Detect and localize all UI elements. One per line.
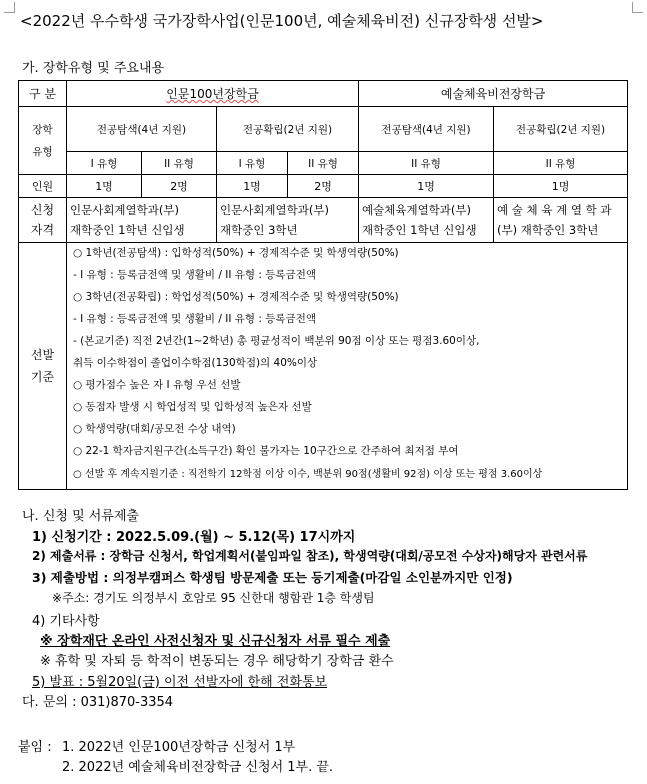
- required-documents: 2) 제출서류 : 장학금 신청서, 학업계획서(붙임파일 참조), 학생역량(대회/공모전 수상자)해당자 관련서류: [32, 549, 588, 563]
- section-b-heading: 나. 신청 및 서류제출: [22, 509, 139, 524]
- qualification-arts-2: [494, 198, 628, 243]
- other-notes-heading: 4) 기타사항: [32, 614, 100, 629]
- type-cell: II 유형: [359, 152, 494, 175]
- qualification-humanities-2: [217, 198, 359, 243]
- count-cell: 1명: [494, 175, 628, 198]
- header-humanities: 인문100년장학금: [67, 81, 359, 107]
- qualification-line: (부) 재학중인 3학년: [497, 223, 599, 237]
- row-label-criteria: 선발 기준: [19, 243, 67, 490]
- address-note: ※주소: 경기도 의정부시 호암로 95 신한대 행함관 1층 학생팀: [52, 591, 375, 605]
- announcement: 5) 발표 : 5월20일(금) 이전 선발자에 한해 전화통보: [32, 675, 328, 690]
- qualification-line: 재학중인 1학년 신입생: [70, 223, 185, 237]
- attachment-label: 붙임 :: [18, 740, 52, 755]
- document-title: <2022년 우수학생 국가장학사업(인문100년, 예술체육비전) 신규장학생 선발>: [20, 12, 544, 30]
- type-cell: I 유형: [217, 152, 288, 175]
- criteria-line: - I 유형 : 등록금전액 및 생활비 / II 유형 : 등록금전액: [73, 313, 316, 325]
- arts-confirm-track: 전공확립(2년 지원): [494, 107, 628, 152]
- selection-criteria: [67, 243, 628, 490]
- type-cell: II 유형: [494, 152, 628, 175]
- qualification-line: 인문사회계열학과(부): [220, 203, 329, 217]
- required-submission-note: ※ 장학재단 온라인 사전신청자 및 신규신청자 서류 필수 제출: [40, 634, 391, 649]
- count-cell: 2명: [142, 175, 217, 198]
- arts-explore-track: 전공탐색(4년 지원): [359, 107, 494, 152]
- criteria-line: ○ 동점자 발생 시 학업성적 및 입학성적 높은자 선발: [73, 401, 312, 413]
- criteria-line: 취득 이수학점이 졸업이수학점(130학점)의 40%이상: [73, 357, 318, 369]
- criteria-line: ○ 선발 후 계속지원기준 : 직전학기 12학점 이상 이수, 백분위 90점(생활비 92점) 이상 또는 평점 3.60이상: [73, 469, 543, 480]
- humanities-explore-track: 전공탐색(4년 지원): [67, 107, 217, 152]
- count-cell: 2명: [288, 175, 359, 198]
- criteria-line: ○ 평가점수 높은 자 I 유형 우선 선발: [73, 379, 241, 391]
- qualification-line: 예술체육계열학과(부): [362, 203, 471, 217]
- type-cell: I 유형: [67, 152, 142, 175]
- header-category: 구 분: [19, 81, 67, 107]
- criteria-line: - (본교기준) 직전 2년간(1~2학년) 총 평균성적이 백분위 90점 이상 또는 평점3.60이상,: [73, 335, 480, 347]
- row-label-type: 장학 유형: [19, 107, 67, 175]
- qualification-line: 예 술 체 육 계 열 학 과: [497, 203, 612, 217]
- section-a-heading: 가. 장학유형 및 주요내용: [22, 61, 165, 76]
- header-arts: 예술체육비전장학금: [359, 81, 628, 107]
- attachment-item: 2. 2022년 예술체육비전장학금 신청서 1부. 끝.: [62, 760, 334, 775]
- type-cell: II 유형: [142, 152, 217, 175]
- page-corner-mark: [4, 2, 15, 13]
- row-label-count: 인원: [19, 175, 67, 198]
- criteria-line: ○ 3학년(전공확립) : 학업성적(50%) + 경제적수준 및 학생역량(50%): [73, 291, 399, 303]
- count-cell: 1명: [67, 175, 142, 198]
- criteria-line: ○ 학생역량(대회/공모전 수상 내역): [73, 423, 236, 435]
- attachment-item: 1. 2022년 인문100년장학금 신청서 1부: [62, 740, 296, 755]
- criteria-line: ○ 1학년(전공탐색) : 입학성적(50%) + 경제적수준 및 학생역량(50%): [73, 247, 399, 259]
- criteria-line: - I 유형 : 등록금전액 및 생활비 / II 유형 : 등록금전액: [73, 269, 316, 281]
- criteria-line: ○ 22-1 학자금지원구간(소득구간) 확인 불가자는 10구간으로 간주하여 최저점 부여: [73, 445, 459, 457]
- submission-method: 3) 제출방법 : 의정부캠퍼스 학생팀 방문제출 또는 등기제출(마감일 소인분까지만 인정): [32, 570, 513, 585]
- qualification-arts-1: [359, 198, 494, 243]
- humanities-confirm-track: 전공확립(2년 지원): [217, 107, 359, 152]
- qualification-humanities-1: [67, 198, 217, 243]
- scholarship-table: [18, 80, 628, 490]
- application-period: 1) 신청기간 : 2022.5.09.(월) ~ 5.12(목) 17시까지: [32, 530, 356, 545]
- type-cell: II 유형: [288, 152, 359, 175]
- qualification-line: 재학중인 1학년 신입생: [362, 223, 477, 237]
- qualification-line: 인문사회계열학과(부): [70, 203, 179, 217]
- refund-note: ※ 휴학 및 자퇴 등 학적이 변동되는 경우 해당학기 장학금 환수: [40, 654, 394, 669]
- count-cell: 1명: [359, 175, 494, 198]
- page-corner-mark: [632, 2, 643, 13]
- qualification-line: 재학중인 3학년: [220, 223, 298, 237]
- row-label-qualification: 신청 자격: [19, 198, 67, 243]
- count-cell: 1명: [217, 175, 288, 198]
- contact-info: 다. 문의 : 031)870-3354: [22, 695, 174, 710]
